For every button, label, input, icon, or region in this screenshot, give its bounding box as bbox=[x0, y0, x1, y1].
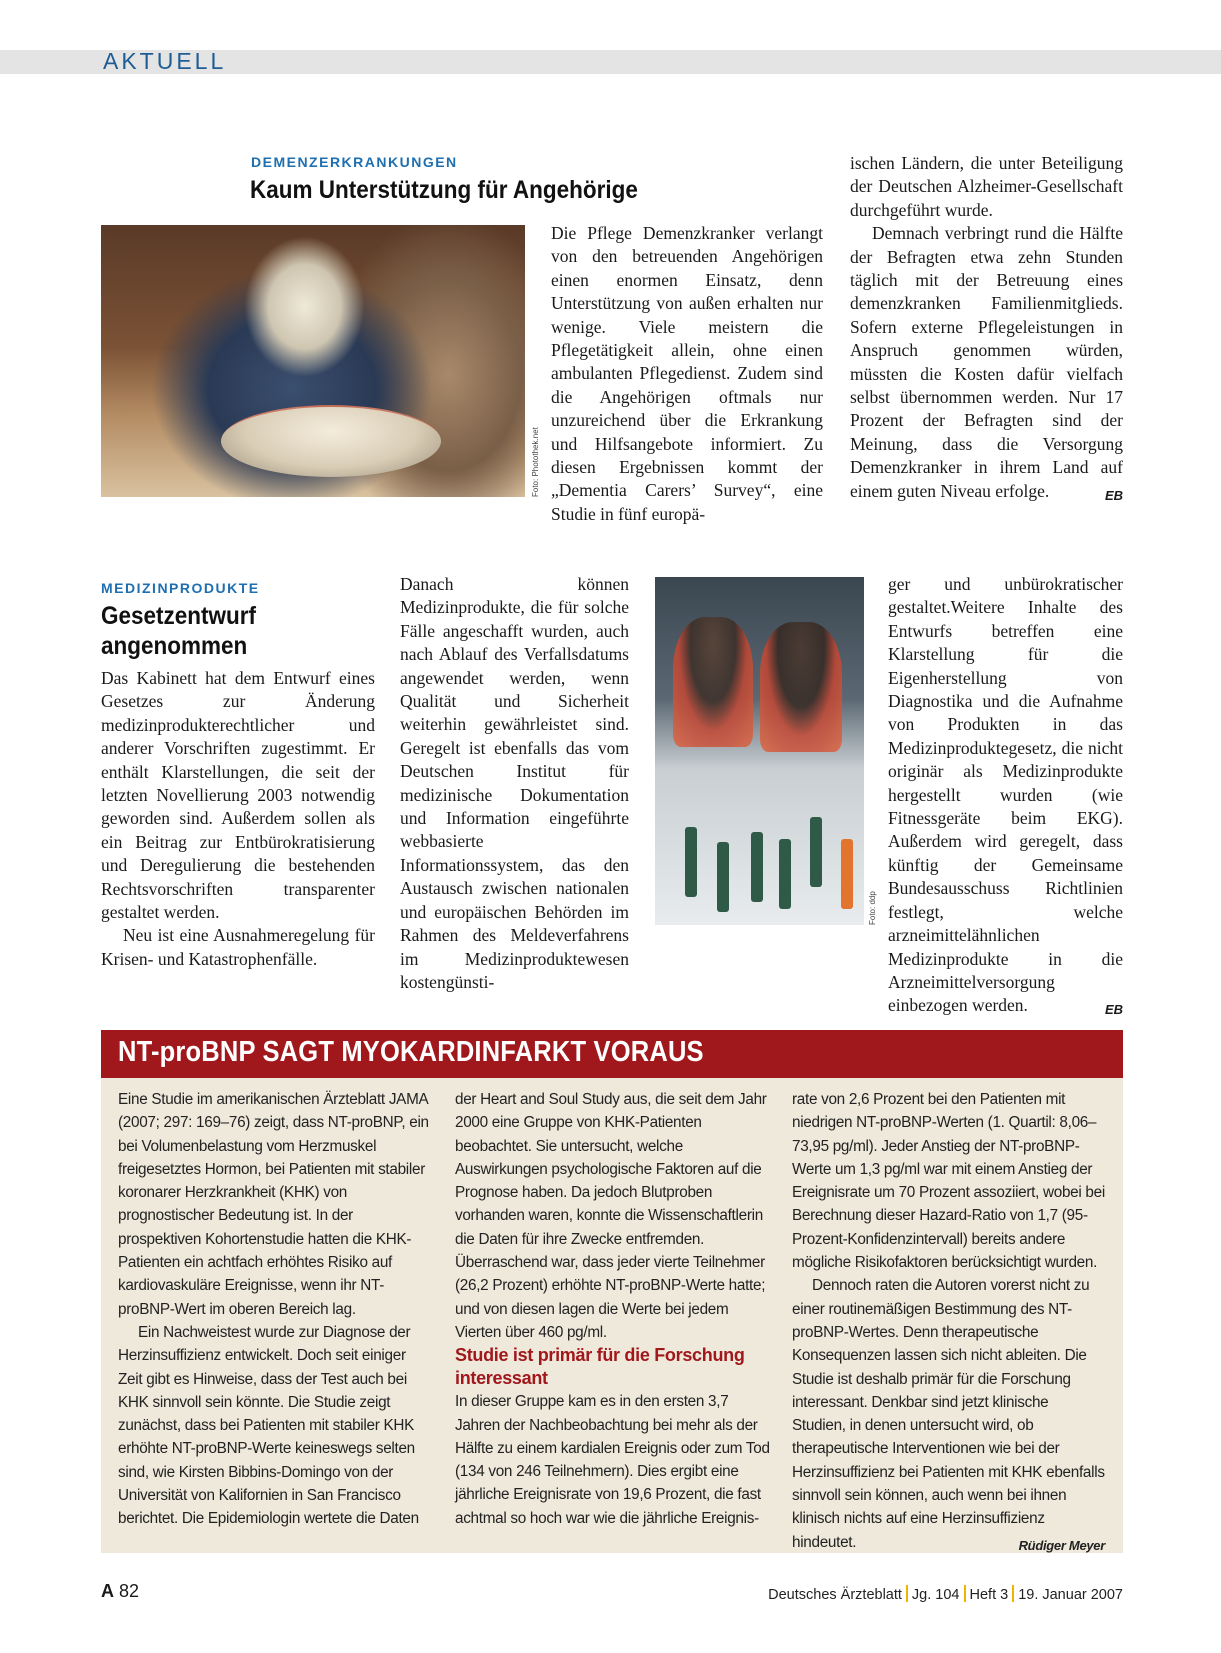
article3-col1-para1: Eine Studie im amerikanischen Ärzteblatt JAMA (2007; 297: 169–76) zeigt, dass NT-proBNP, ein bei Volumenbelastung vom Herzmuskel freigesetztes Hormon, bei Patienten mit stabiler koronarer Herzkrankheit (KHK) von prognostischer Bedeutung ist. In der prospektiven Kohortenstudie hatten die KHK-Patienten ein achtfach erhöhtes Risiko auf kardiovaskuläre Ereignisse, wenn ihr NT-proBNP-Wert im oberen Bereich lag. bbox=[118, 1091, 429, 1318]
article1-headline: Kaum Unterstützung für Angehörige bbox=[250, 176, 638, 204]
article2-col1-para1: Das Kabinett hat dem Entwurf eines Gesetzes zur Änderung medizinprodukterechtlicher und anderer Vorschriften zugestimmt. Er enthält Klarstellungen, die seit der letzten Novellierung 2003 notwendig geworden sind. Außerdem sollen als ein Beitrag zur Entbürokratisierung und Deregulierung die bestehenden Rechtsvorschriften transparenter gestaltet werden. bbox=[101, 668, 375, 923]
article1-col2-para2-text: Demnach verbringt rund die Hälfte der Befragten etwa zehn Stunden täglich mit der Betreuung eines demenzkranken Familienmitglieds. Sofern externe Pflegeleistungen in Anspruch genommen würden, müssten die Kosten dafür vielfach selbst übernommen werden. Nur 17 Prozent der Befragten sind der Meinung, dass die Versorgung Demenzkranker in ihrem Land auf einem guten Niveau erfolge. bbox=[850, 223, 1123, 501]
article1-col2-para1: ischen Ländern, die unter Beteiligung der Deutschen Alzheimer-Gesellschaft durchgeführt wurde. bbox=[850, 153, 1123, 220]
article3-col2-para2: In dieser Gruppe kam es in den ersten 3,7 Jahren der Nachbeobachtung bei mehr als der Hälfte zu einem kardialen Ereignis oder zum Tod (134 von 246 Teilnehmern). Dies ergibt eine jährliche Ereignisrate von 19,6 Prozent, die fast achtmal so hoch war wie die jährliche Ereignis- bbox=[455, 1393, 770, 1527]
tube-shape bbox=[841, 839, 853, 909]
article2-column-2 bbox=[400, 573, 629, 994]
article1-kicker: DEMENZERKRANKUNGEN bbox=[251, 154, 458, 170]
article2-headline-line2: angenommen bbox=[101, 632, 248, 660]
section-label: AKTUELL bbox=[103, 48, 227, 74]
person-shape-left bbox=[673, 617, 753, 747]
tube-shape bbox=[685, 827, 697, 897]
article2-photo bbox=[655, 577, 864, 925]
footer-separator bbox=[906, 1585, 908, 1602]
article2-col2-text: Danach können Medizinprodukte, die für solche Fälle angeschafft wurden, auch nach Ablauf des Verfallsdatums angewendet werden, wenn Qualität und Sicherheit weiterhin gewährleistet sind. Geregelt ist ebenfalls das vom Deutschen Institut für medizinische Dokumentation und Information eingeführte webbasierte Informationssystem, das den Austausch zwischen nationalen und europäischen Behörden im Rahmen des Meldeverfahrens im Medizinproduktewesen kostengünsti- bbox=[400, 574, 629, 992]
article2-col3-text bbox=[888, 573, 1123, 1018]
article3-col2-para1: der Heart and Soul Study aus, die seit dem Jahr 2000 eine Gruppe von KHK-Patienten beobachtet. Sie untersucht, welche Auswirkungen psychologische Faktoren auf die Prognose haben. Da jedoch Blutproben vorhanden waren, konnte die Wissenschaftlerin die Daten für ihre Zwecke entfremden. Überraschend war, dass jeder vierte Teilnehmer (26,2 Prozent) erhöhte NT-proBNP-Werte hatte; und von diesen lagen die Werte bei jedem Vierten über 460 pg/ml. bbox=[455, 1091, 767, 1341]
article3-col3-para2 bbox=[792, 1274, 1105, 1554]
article3-title: NT-proBNP SAGT MYOKARDINFARKT VORAUS bbox=[118, 1036, 704, 1068]
article3-column-3 bbox=[792, 1088, 1105, 1557]
article1-col2-para2 bbox=[850, 222, 1123, 503]
journal-name: Deutsches Ärzteblatt bbox=[768, 1587, 902, 1603]
article1-signature: EB bbox=[1104, 487, 1123, 503]
article3-col3-para2-text: Dennoch raten die Autoren vorerst nicht zu einer routinemäßigen Bestimmung des NT-proBNP-Wertes. Denn therapeutische Konsequenzen lassen sich nicht ableiten. Die Studie ist deshalb primär für die Forschung interessant. Denkbar sind jetzt klinische Studien, in denen untersucht wird, ob therapeutische Interventionen wie bei der Herzinsuffizienz bei Patienten mit KHK ebenfalls sinnvoll sein können, auch wenn bei ihnen klinisch nichts auf eine Herzinsuffizienz hindeutet. bbox=[792, 1277, 1105, 1551]
page-number-value: 82 bbox=[119, 1581, 140, 1601]
footer-separator bbox=[964, 1585, 966, 1602]
article3-column-1 bbox=[118, 1088, 431, 1531]
page-prefix: A bbox=[101, 1581, 114, 1601]
article1-col1-text: Die Pflege Demenzkranker verlangt von den betreuenden Angehörigen einen enormen Einsatz, denn Unterstützung von außen erhalten nur wenige. Viele meistern die Pflegetätigkeit allein, ohne einen ambulanten Pflegedienst. Zudem sind die Angehörigen oftmals nur unzureichend über die Erkrankung und Hilfsangebote informiert. Zu diesen Ergebnissen kommt der „Dementia Carers’ Survey“, eine Studie in fünf europä- bbox=[551, 223, 823, 524]
article3-author: Rüdiger Meyer bbox=[1018, 1537, 1105, 1553]
article2-column-1 bbox=[101, 667, 375, 971]
article2-col3-text-content: ger und unbürokratischer gestaltet.Weitere Inhalte des Entwurfs betreffen eine Klarstellung für die Eigenherstellung von Diagnostika und die Aufnahme von Produkten in das Medizinproduktegesetz, die nicht originär als Medizinprodukte hergestellt wurden (wie Fitnessgeräte beim EKG). Außerdem wird geregelt, dass künftig der Gemeinsame Bundesausschuss Richtlinien festlegt, welche arzneimittelähnlichen Medizinprodukte in die Arzneimittelversorgung einbezogen werden. bbox=[888, 574, 1123, 1016]
article1-column-1 bbox=[551, 222, 823, 526]
article1-photo-credit: Foto: Photothek.net bbox=[531, 427, 540, 497]
article2-kicker: MEDIZINPRODUKTE bbox=[101, 580, 260, 596]
tube-shape bbox=[779, 839, 791, 909]
article1-column-2 bbox=[850, 152, 1123, 507]
tube-shape bbox=[717, 842, 729, 912]
article2-headline-line1: Gesetzentwurf bbox=[101, 602, 257, 630]
article3-col1-para2: Ein Nachweistest wurde zur Diagnose der Herzinsuffizienz entwickelt. Doch seit einiger Zeit gibt es Hinweise, dass der Test auch bei KHK sinnvoll sein könnte. Die Studie zeigt zunächst, dass bei Patienten mit stabiler KHK erhöhte NT-proBNP-Werte keineswegs selten sind, wie Kirsten Bibbins-Domingo von der Universität von Kalifornien in San Francisco berichtet. Die Epidemiologin wertete die Daten bbox=[118, 1323, 419, 1528]
tube-shape bbox=[751, 832, 763, 902]
article2-col1-para2: Neu ist eine Ausnahmeregelung für Krisen- und Katastrophenfälle. bbox=[101, 925, 375, 969]
journal-issue: Heft 3 bbox=[969, 1587, 1009, 1603]
footer-separator bbox=[1012, 1585, 1014, 1602]
journal-volume: Jg. 104 bbox=[911, 1587, 960, 1603]
person-shape-right bbox=[760, 622, 842, 752]
article2-headline bbox=[101, 601, 256, 661]
article3-subheading: Studie ist primär für die Forschung interessant bbox=[455, 1345, 745, 1389]
article3-col3-para1: rate von 2,6 Prozent bei den Patienten mit niedrigen NT-proBNP-Werten (1. Quartil: 8,06–73,95 pg/ml). Jeder Anstieg der NT-proBNP-Werte um 1,3 pg/ml war mit einem Anstieg der Ereignisrate um 70 Prozent assoziiert, wobei bei Berechnung dieser Hazard-Ratio von 1,7 (95-Prozent-Konfidenzintervall) bereits andere mögliche Risikofaktoren berücksichtigt wurden. bbox=[792, 1091, 1105, 1272]
journal-info bbox=[768, 1585, 1123, 1603]
article3-column-2 bbox=[455, 1088, 773, 1530]
tube-shape bbox=[810, 817, 822, 887]
bowl-shape bbox=[221, 405, 441, 477]
article2-signature: EB bbox=[1104, 1002, 1123, 1018]
article1-photo bbox=[101, 225, 525, 497]
article2-column-3 bbox=[888, 573, 1123, 1022]
article2-photo-credit: Foto: ddp bbox=[868, 891, 877, 925]
page-number bbox=[101, 1581, 139, 1602]
journal-date: 19. Januar 2007 bbox=[1018, 1587, 1123, 1603]
